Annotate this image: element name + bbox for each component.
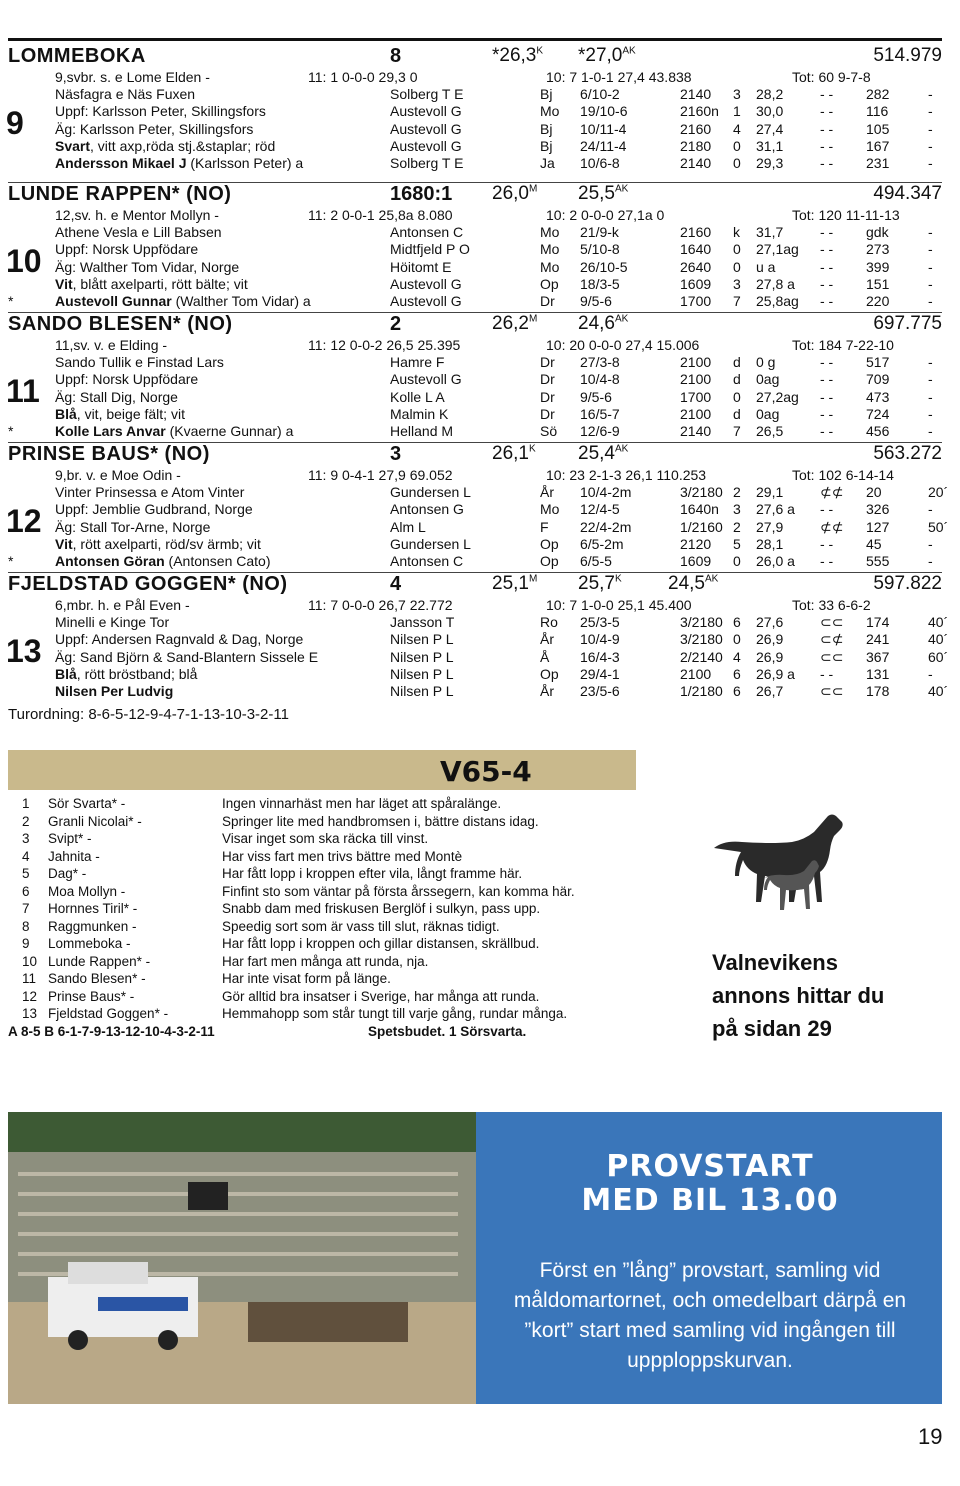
race-row: Uppf: Andersen Ragnvald & Dag, Norge Nilsen P L År 10/4-9 3/2180 0 26,9 ⊂⊄ 241 40´ <box>55 631 949 648</box>
horse-start-info: 8 <box>390 45 402 67</box>
horse-record: $26,2^M$ <box>492 313 538 334</box>
start-number: 13 <box>6 633 42 670</box>
horse-record: $24,5^{AK}$ <box>668 573 719 594</box>
race-row: Äg: Walther Tom Vidar, Norge Höitomt E Mo 26/10-5 2640 0 u a - - 399 - <box>55 258 933 275</box>
provstart-text: Först en ”lång” provstart, samling vid måldomartornet, och omedelbart därpå en ”kort” start med samling vid ingången till uppploppskurvan. <box>513 1259 907 1372</box>
horse-record: $25,1^M$ <box>492 573 538 594</box>
horse-record: $*27,0^{AK}$ <box>578 45 636 66</box>
stats-row: 12,sv. h. e Mentor Mollyn - 11: 2 0-0-1 25,8a 8.080 10: 2 0-0-0 27,1a 0 Tot: 120 11-11-13 <box>55 207 900 223</box>
race-row: Uppf: Norsk Uppfödare Austevoll G Dr 10/4-8 2100 d 0ag - - 709 - <box>55 371 933 388</box>
foreign-marker: * <box>8 423 14 439</box>
race-row: Uppf: Norsk Uppfödare Midtfjeld P O Mo 5/10-8 1640 0 27,1ag - - 273 - <box>55 241 933 258</box>
tip-row: 9 Lommeboka - Har fått lopp i kroppen och gillar distansen, skrällbud. <box>22 936 540 951</box>
start-number: 10 <box>6 243 42 280</box>
horse-photo <box>704 808 864 926</box>
race-row: Antonsen Göran (Antonsen Cato) Antonsen C Op 6/5-5 1609 0 26,0 a - - 555 - <box>55 553 933 569</box>
v65-header-band <box>8 750 636 790</box>
race-row: Vinter Prinsessa e Atom Vinter Gundersen L År 10/4-2m 3/2180 2 29,1 ⊄⊄ 20 20´ <box>55 484 949 501</box>
horse-earnings: 494.347 <box>873 183 942 204</box>
foreign-marker: * <box>8 293 14 309</box>
race-row: Svart, vitt axp,röda stj.&staplar; röd Austevoll G Bj 24/11-4 2180 0 31,1 - - 167 - <box>55 137 933 154</box>
foreign-marker: * <box>8 553 14 569</box>
race-row: Athene Vesla e Lill Babsen Antonsen C Mo 21/9-k 2160 k 31,7 - - gdk - <box>55 224 933 241</box>
tip-row: 2 Granli Nicolai* - Springer lite med handbromsen i, bättre distans idag. <box>22 813 539 829</box>
annons-text: Valnevikens annons hittar du på sidan 29 <box>712 950 885 1041</box>
tip-row: 8 Raggmunken - Speedig sort som är vass till slut, räknas tidigt. <box>22 918 500 934</box>
race-row: Äg: Stall Dig, Norge Kolle L A Dr 9/5-6 1700 0 27,2ag - - 473 - <box>55 388 933 405</box>
horse-name: LUNDE RAPPEN* (NO) <box>8 183 232 205</box>
horse-start-info: 3 <box>390 443 402 465</box>
horse-earnings: 697.775 <box>873 313 942 334</box>
horse-record: $*26,3^K$ <box>492 45 544 66</box>
race-row: Vit, rött axelparti, röd/sv ärmb; vit Gundersen L Op 6/5-2m 2120 5 28,1 - - 45 - <box>55 535 933 552</box>
stats-row: 6,mbr. h. e Pål Even - 11: 7 0-0-0 26,7 22.772 10: 7 1-0-0 25,1 45.400 Tot: 33 6-6-2 <box>55 597 871 613</box>
race-row: Blå, vit, beige fält; vit Malmin K Dr 16/5-7 2100 d 0ag - - 724 - <box>55 405 933 422</box>
horse-record: $25,7^K$ <box>578 573 622 594</box>
race-row: Kolle Lars Anvar (Kvaerne Gunnar) a Helland M Sö 12/6-9 2140 7 26,5 - - 456 - <box>55 423 933 439</box>
stats-row: 9,svbr. s. e Lome Elden - 11: 1 0-0-0 29,3 0 10: 7 1-0-1 27,4 43.838 Tot: 60 9-7-8 <box>55 69 871 85</box>
race-row: Äg: Stall Tor-Arne, Norge Alm L F 22/4-2m 1/2160 2 27,9 ⊄⊄ 127 50´ <box>55 518 949 535</box>
horse-earnings: 563.272 <box>873 443 942 464</box>
horse-earnings: 514.979 <box>873 45 942 66</box>
race-row: Sando Tullik e Finstad Lars Hamre F Dr 27/3-8 2100 d 0 g - - 517 - <box>55 354 933 371</box>
race-row: Vit, blått axelparti, rött bälte; vit Austevoll G Op 18/3-5 1609 3 27,8 a - - 151 - <box>55 275 933 292</box>
race-row: Uppf: Jemblie Gudbrand, Norge Antonsen G Mo 12/4-5 1640n 3 27,6 a - - 326 - <box>55 501 933 518</box>
tip-footer: A 8-5 B 6-1-7-9-13-12-10-4-3-2-11 Spetsbudet. 1 Sörsvarta. <box>8 1023 527 1039</box>
start-number: 12 <box>6 503 42 540</box>
start-number: 11 <box>6 373 40 410</box>
top-rule <box>8 38 942 41</box>
stats-row: 9,br. v. e Moe Odin - 11: 9 0-4-1 27,9 69.052 10: 23 2-1-3 26,1 110.253 Tot: 102 6-14-14 <box>55 467 894 483</box>
tip-row: 1 Sör Svarta* - Ingen vinnarhäst men har läget att spåralänge. <box>22 796 502 811</box>
horse-name: SANDO BLESEN* (NO) <box>8 313 233 335</box>
horse-name: PRINSE BAUS* (NO) <box>8 443 210 465</box>
race-row: Minelli e Kinge Tor Jansson T Ro 25/3-5 3/2180 6 27,6 ⊂⊂ 174 40´ <box>55 614 949 631</box>
horse-name: LOMMEBOKA <box>8 45 146 67</box>
tip-row: 11 Sando Blesen* - Har inte visat form på länge. <box>22 971 391 986</box>
horse-start-info: 1680:1 <box>390 183 453 205</box>
v65-title: V65-4 <box>440 755 532 788</box>
tip-row: 7 Hornnes Tiril* - Snabb dam med friskusen Berglöf i sulkyn, pass upp. <box>22 901 541 916</box>
tip-row: 13 Fjeldstad Goggen* - Hemmahopp som står tungt till varje gång, rundar många. <box>22 1006 568 1021</box>
stats-row: 11,sv. v. e Elding - 11: 12 0-0-2 26,5 25.395 10: 20 0-0-0 27,4 15.006 Tot: 184 7-22-10 <box>55 337 894 353</box>
page-number: 19 <box>918 1424 943 1449</box>
horse-start-info: 4 <box>390 573 402 595</box>
race-row: Äg: Sand Björn & Sand-Blantern Sissele E Nilsen P L Å 16/4-3 2/2140 4 26,9 ⊂⊂ 367 60´ <box>55 648 949 665</box>
race-row: Näsfagra e Näs Fuxen Solberg T E Bj 6/10-2 2140 3 28,2 - - 282 - <box>55 86 933 103</box>
race-row: Uppf: Karlsson Peter, Skillingsfors Austevoll G Mo 19/10-6 2160n 1 30,0 - - 116 - <box>55 103 933 120</box>
turordning: Turordning: 8-6-5-12-9-4-7-1-13-10-3-2-11 <box>8 706 289 723</box>
tip-row: 4 Jahnita - Har viss fart men trivs bättre med Montè <box>22 848 463 864</box>
horse-name: FJELDSTAD GOGGEN* (NO) <box>8 573 288 595</box>
start-number: 9 <box>6 105 24 142</box>
race-row: Austevoll Gunnar (Walther Tom Vidar) a Austevoll G Dr 9/5-6 1700 7 25,8ag - - 220 - <box>55 293 933 309</box>
provstart-title: PROVSTART MED BIL 13.00 <box>581 1149 839 1218</box>
tip-row: 12 Prinse Baus* - Gör alltid bra insatser i Sverige, har många att runda. <box>22 988 540 1004</box>
race-row: Blå, rött bröstband; blå Nilsen P L Op 29/4-1 2100 6 26,9 a - - 131 - <box>55 665 933 682</box>
race-row: Andersson Mikael J (Karlsson Peter) a Solberg T E Ja 10/6-8 2140 0 29,3 - - 231 - <box>55 155 933 171</box>
race-row: Nilsen Per Ludvig Nilsen P L År 23/5-6 1/2180 6 26,7 ⊂⊂ 178 40´ <box>55 683 949 699</box>
race-row: Äg: Karlsson Peter, Skillingsfors Austevoll G Bj 10/11-4 2160 4 27,4 - - 105 - <box>55 120 933 137</box>
tip-row: 3 Svipt* - Visar inget som ska räcka till vinst. <box>22 831 429 846</box>
horse-record: $25,4^{AK}$ <box>578 443 629 464</box>
horse-record: $26,0^M$ <box>492 183 538 204</box>
horse-earnings: 597.822 <box>873 573 942 594</box>
tip-row: 6 Moa Mollyn - Finfint sto som väntar på första årssegern, kan komma här. <box>22 883 575 899</box>
horse-record: $24,6^{AK}$ <box>578 313 629 334</box>
tip-row: 10 Lunde Rappen* - Har fart men många att runda, nja. <box>22 953 429 969</box>
race-photo <box>8 1112 476 1404</box>
horse-start-info: 2 <box>390 313 402 335</box>
tip-row: 5 Dag* - Har fått lopp i kroppen efter vila, långt framme här. <box>22 866 523 881</box>
horse-record: $26,1^K$ <box>492 443 536 464</box>
horse-record: $25,5^{AK}$ <box>578 183 629 204</box>
